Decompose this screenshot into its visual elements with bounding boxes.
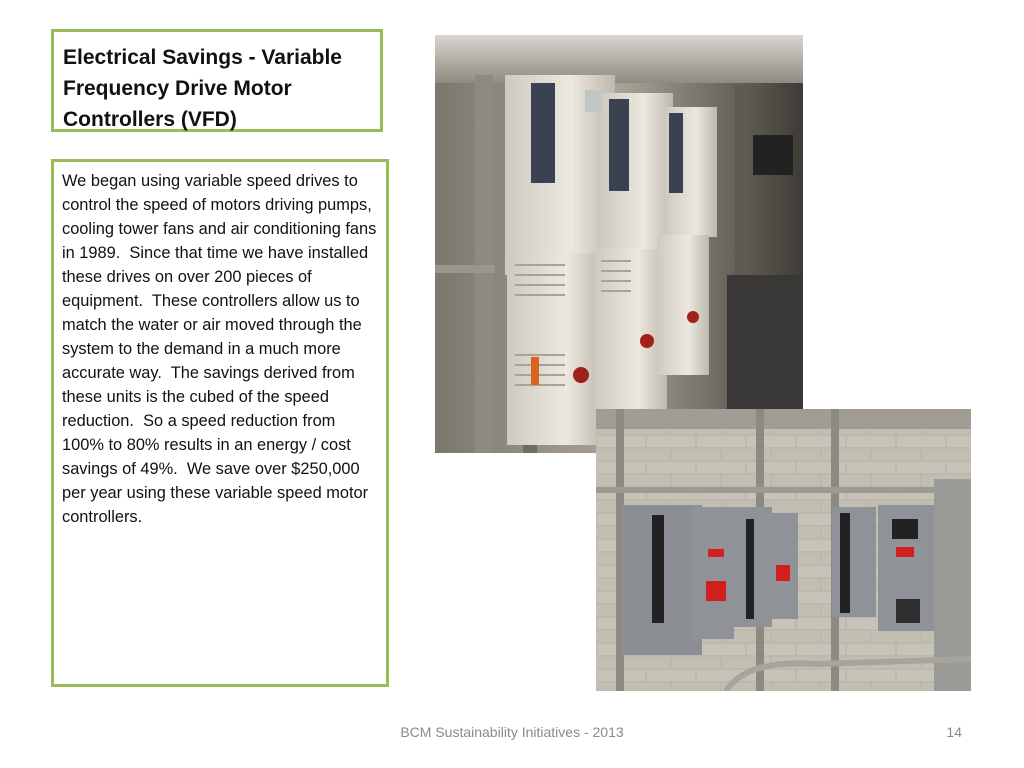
wall-mounted-drives-photo [596,409,971,691]
slide-body-text: We began using variable speed drives to control the speed of motors driving pumps, cooling tower fans and air conditioning fans in 1989. Since that time we have installed these drives on over 200 pieces of equipment. These controllers allow us to match the water or air moved through the system to the demand in a much more accurate way. The savings derived from these units is the cubed of the speed reduction. So a speed reduction from 100% to 80% results in an energy / cost savings of 49%. We save over $250,000 per year using these variable speed motor controllers. [62,172,381,526]
vfd-cabinets-illustration [435,35,803,453]
vfd-cabinets-photo [435,35,803,453]
slide-footer [0,724,1024,744]
slide-title: Electrical Savings - Variable Frequency Drive Motor Controllers (VFD) [63,46,342,131]
footer-text: BCM Sustainability Initiatives - 2013 [400,724,624,740]
wall-drives-illustration [596,409,971,691]
page-number: 14 [946,724,962,740]
body-text-box [51,159,389,687]
title-box [51,29,383,132]
